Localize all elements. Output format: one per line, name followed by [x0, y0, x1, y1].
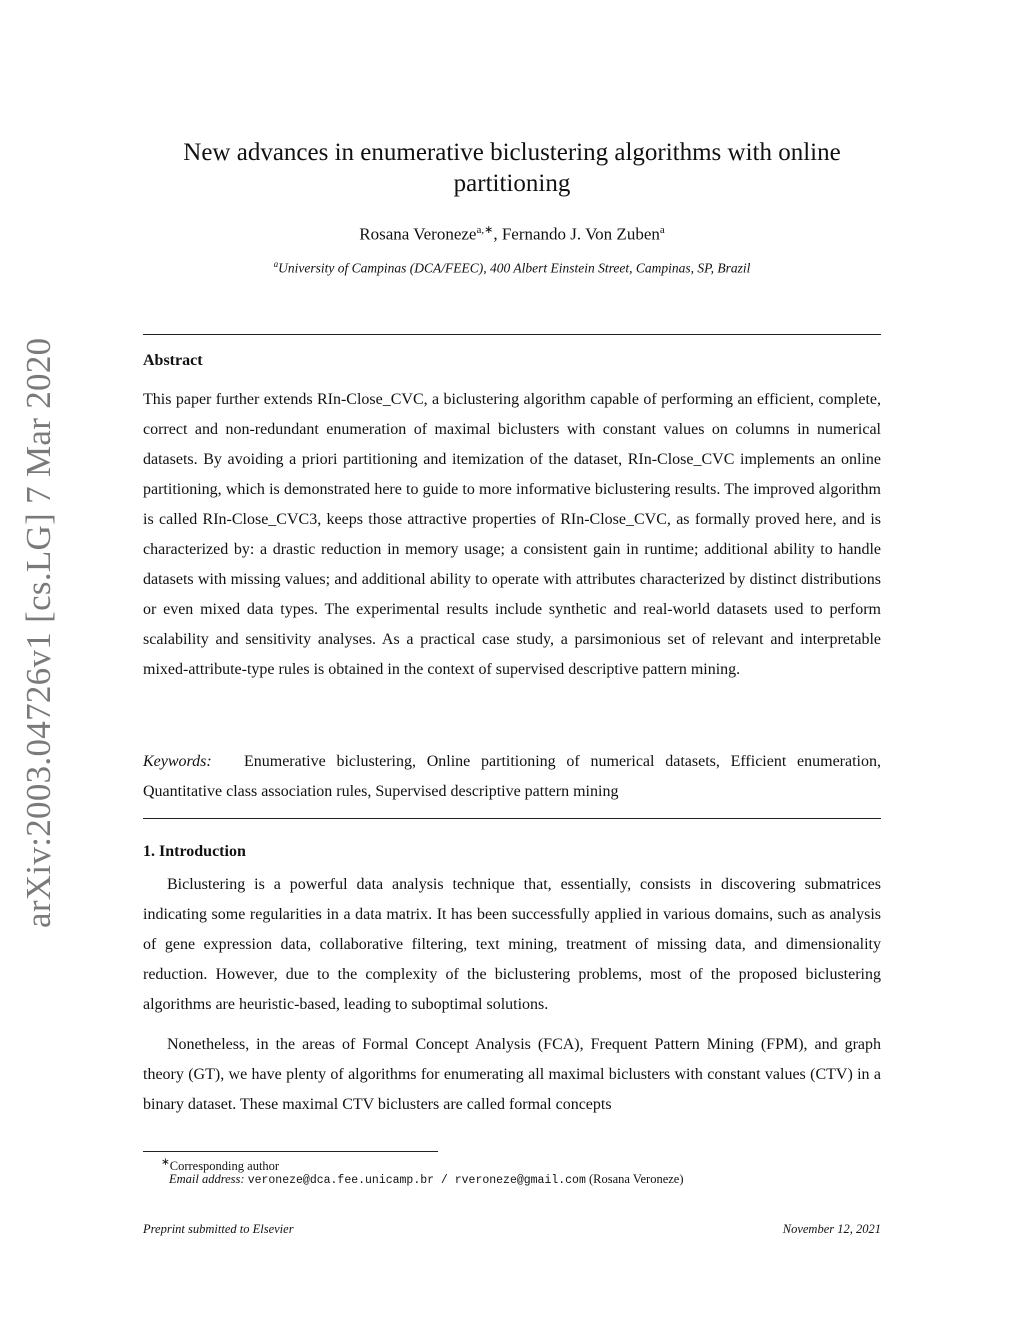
- author-name: Rosana Veroneze: [359, 224, 477, 244]
- keywords-text: Enumerative biclustering, Online partitioning of numerical datasets, Efficient enumeration, Quantitative class association rules, Supervised descriptive pattern mining: [143, 753, 882, 800]
- author-line: [143, 223, 881, 245]
- keywords: [143, 747, 881, 807]
- email-address-link[interactable]: veroneze@dca.fee.unicamp.br / rveroneze@gmail.com: [247, 1174, 586, 1187]
- section-heading-introduction: 1. Introduction: [143, 843, 246, 860]
- abstract-bottom-rule: [143, 818, 881, 819]
- affiliation-text: University of Campinas (DCA/FEEC), 400 Albert Einstein Street, Campinas, SP, Brazil: [278, 260, 751, 276]
- intro-paragraph: Nonetheless, in the areas of Formal Concept Analysis (FCA), Frequent Pattern Mining (FPM), and graph theory (GT), we have plenty of algorithms for enumerating all maximal biclusters with constant values (CTV) in a binary dataset. These maximal CTV biclusters are called formal concepts: [143, 1036, 881, 1113]
- keywords-label: Keywords:: [143, 753, 212, 770]
- abstract-top-rule: [143, 334, 881, 335]
- intro-paragraph: Biclustering is a powerful data analysis technique that, essentially, consists in discovering submatrices indicating some regularities in a data matrix. It has been successfully applied in various domains, such as analysis of gene expression data, collaborative filtering, text mining, treatment of missing data, and dimensionality reduction. However, due to the complexity of the biclustering problems, most of the proposed biclustering algorithms are heuristic-based, leading to suboptimal solutions.: [143, 876, 881, 1013]
- abstract-heading: Abstract: [143, 352, 203, 369]
- footnote-mark: ∗: [161, 1157, 170, 1168]
- preprint-date: November 12, 2021: [782, 1222, 881, 1236]
- footnote-email: [143, 1171, 907, 1189]
- footnote-rule: [143, 1151, 438, 1152]
- arxiv-side-stamp: arXiv:2003.04726v1 [cs.LG] 7 Mar 2020: [19, 337, 58, 928]
- affiliation-mark: a: [273, 259, 279, 269]
- abstract-text: This paper further extends RIn-Close_CVC, a biclustering algorithm capable of performing an efficient, complete, correct and non-redundant enumeration of maximal biclusters with constant values on columns in numerical datasets. By avoiding a priori partitioning and itemization of the dataset, RIn-Close_CVC implements an online partitioning, which is demonstrated here to guide to more informative biclustering results. The improved algorithm is called RIn-Close_CVC3, keeps those attractive properties of RIn-Close_CVC, as formally proved here, and is characterized by: a drastic reduction in memory usage; a consistent gain in runtime; additional ability to handle datasets with missing values; and additional ability to operate with attributes characterized by distinct distributions or even mixed data types. The experimental results include synthetic and real-world datasets used to perform scalability and sensitivity analyses. As a practical case study, a parsimonious set of relevant and interpretable mixed-attribute-type rules is obtained in the context of supervised descriptive pattern mining.: [143, 391, 881, 678]
- affiliation: [143, 259, 881, 277]
- author-marks: a: [659, 224, 665, 236]
- paper-title: New advances in enumerative biclustering algorithms with online partitioning: [183, 139, 841, 197]
- email-owner: (Rosana Veroneze): [585, 1172, 684, 1186]
- author-name: Fernando J. Von Zuben: [501, 224, 660, 244]
- footnote-text: Corresponding author: [169, 1159, 280, 1174]
- preprint-note: Preprint submitted to Elsevier: [143, 1222, 294, 1236]
- author-marks: a,∗: [476, 224, 494, 236]
- email-label: Email address:: [169, 1172, 245, 1186]
- author-separator: ,: [493, 224, 502, 244]
